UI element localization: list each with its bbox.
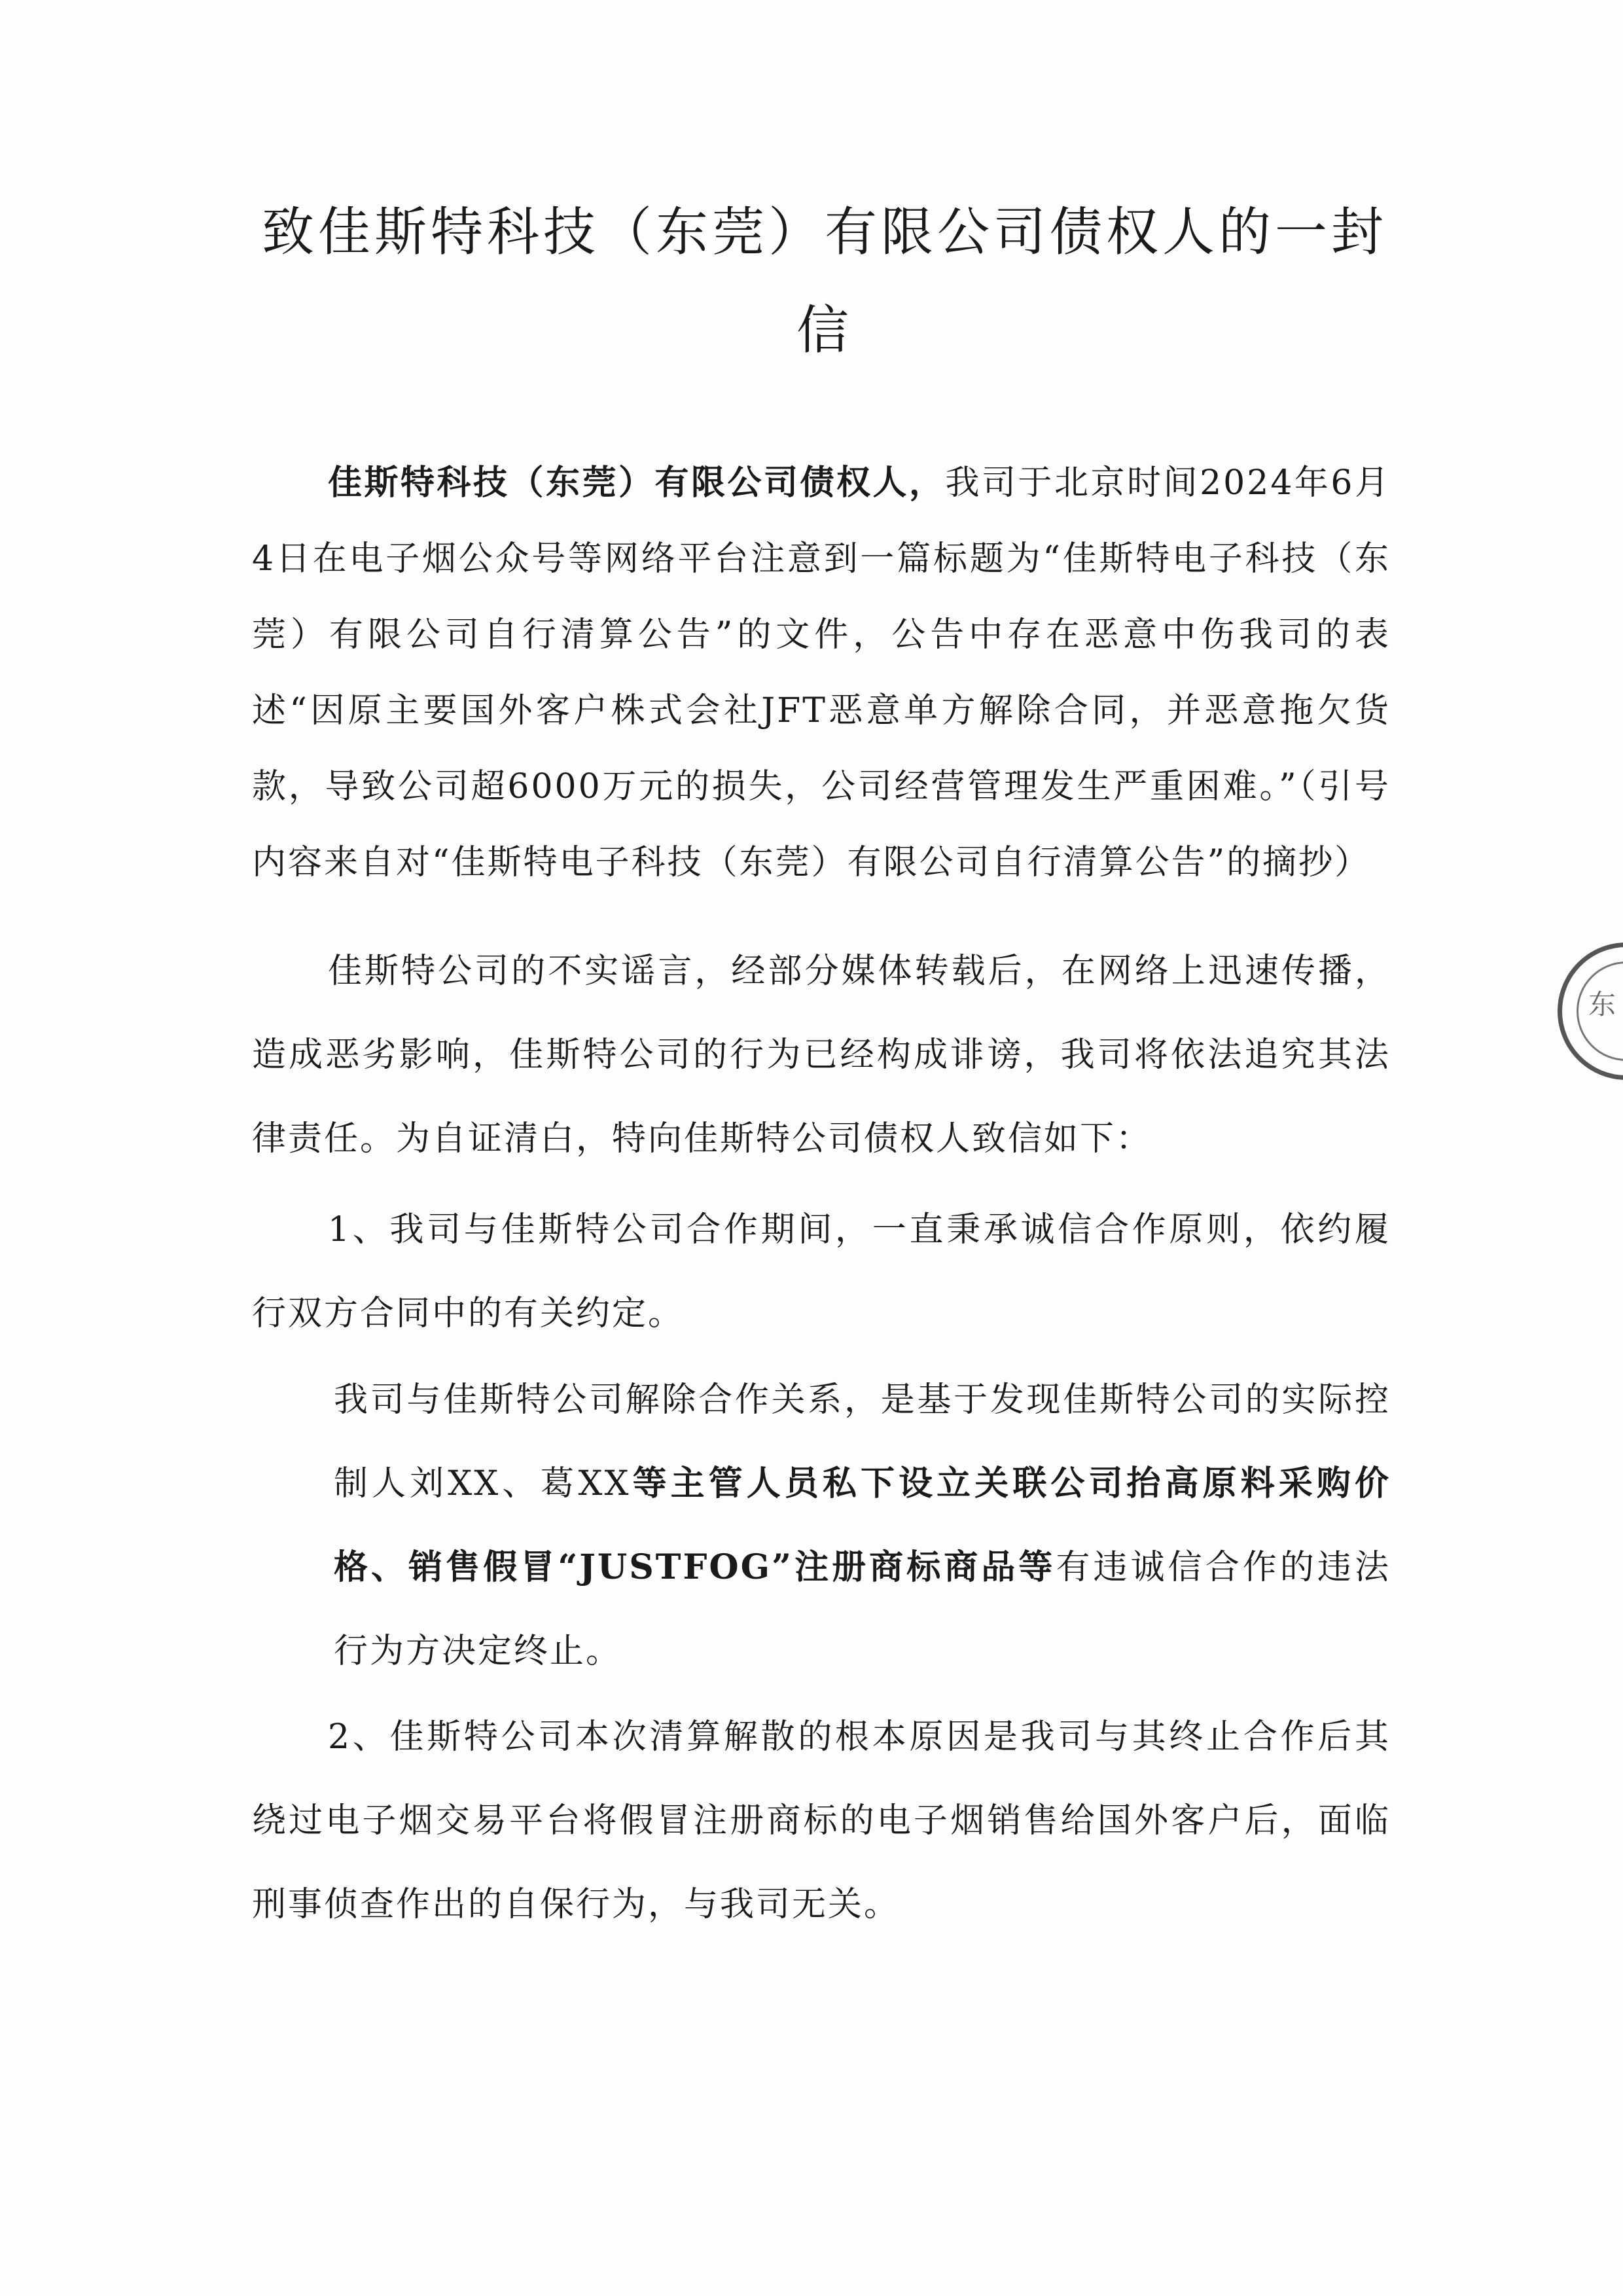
paragraph-3: 1、我司与佳斯特公司合作期间，一直秉承诚信合作原则，依约履行双方合同中的有关约定。 [252,1210,1391,1333]
seal-text: 东 [1588,988,1616,1020]
paragraph-4-text-before: 我司与佳斯特公司解除合作关系，是基于发现佳斯特公司的实际控制人刘XX、葛XX [334,1380,1391,1503]
letter-title: 致佳斯特科技（东莞）有限公司债权人的一封信 [262,202,1387,361]
company-seal-stamp [1558,942,1623,1080]
paragraph-4-text-after: 有违诚信合作的违法行为方决定终止。 [334,1548,1391,1671]
paragraph-1-text: 我司于北京时间2024年6月4日在电子烟公众号等网络平台注意到一篇标题为“佳斯特电子科技（东莞）有限公司自行清算公告”的文件，公告中存在恶意中伤我司的表述“因原主要国外客户株式会社JFT恶意单方解除合同，并恶意拖欠货款，导致公司超6000万元的损失，公司经营管理发生严重困难。”（引号内容来自对“佳斯特电子科技（东莞）有限公司自行清算公告”的摘抄） [252,463,1391,882]
paragraph-1-addressee: 佳斯特科技（东莞）有限公司债权人， [328,463,946,503]
paragraph-4 [334,1358,1391,1693]
paragraph-4-bold-text: 等主管人员私下设立关联公司抬高原料采购价格、销售假冒“JUSTFOG”注册商标商品等 [334,1463,1391,1587]
paragraph-5: 2、佳斯特公司本次清算解散的根本原因是我司与其终止合作后其绕过电子烟交易平台将假冒注册商标的电子烟销售给国外客户后，面临刑事侦查作出的自保行为，与我司无关。 [252,1717,1391,1924]
paragraph-1 [252,445,1391,901]
paragraph-2: 佳斯特公司的不实谣言，经部分媒体转载后，在网络上迅速传播，造成恶劣影响，佳斯特公司的行为已经构成诽谤，我司将依法追究其法律责任。为自证清白，特向佳斯特公司债权人致信如下： [252,952,1391,1158]
